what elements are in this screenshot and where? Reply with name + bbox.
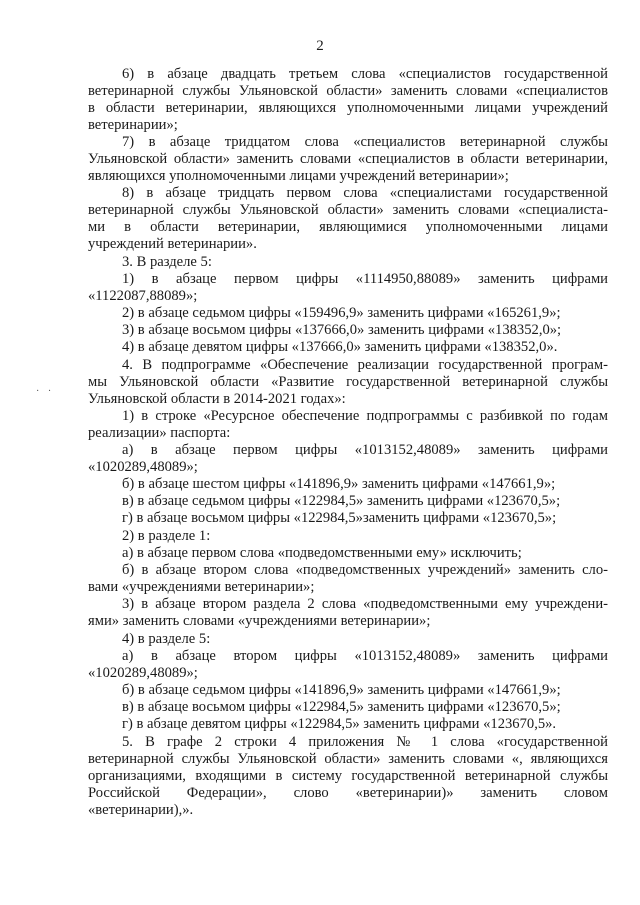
text-line: а) в абзаце втором цифры «1013152,48089» заменить цифрами	[122, 648, 608, 664]
text-line: 2) в абзаце седьмом цифры «159496,9» заменить цифрами «165261,9»;	[122, 305, 561, 321]
text-line: вами «учреждениями ветеринарии»;	[88, 579, 315, 595]
text-line: «1020289,48089»;	[88, 459, 198, 475]
text-line: 8) в абзаце тридцать первом слова «специалистами государственной	[122, 185, 608, 201]
text-line: организациями, входящими в систему государственной ветеринарной службы	[88, 768, 608, 784]
text-line: являющихся уполномоченными лицами учреждений ветеринарии»;	[88, 168, 509, 184]
text-line: а) в абзаце первом слова «подведомственными ему» исключить;	[122, 545, 522, 561]
page-number: 2	[316, 38, 324, 54]
text-line: ветеринарной службы Ульяновской области» заменить словами «специалиста-	[88, 202, 608, 218]
text-line: 3. В разделе 5:	[122, 254, 212, 270]
text-line: 1) в абзаце первом цифры «1114950,88089» заменить цифрами	[122, 271, 608, 287]
text-line: реализации» паспорта:	[88, 425, 231, 441]
text-line: 3) в абзаце втором раздела 2 слова «подведомственными ему учреждени-	[122, 596, 608, 612]
text-line: Ульяновской области в 2014-2021 годах»:	[88, 391, 346, 407]
text-line: «ветеринарии),».	[88, 802, 194, 818]
text-line: г) в абзаце девятом цифры «122984,5» заменить цифрами «123670,5».	[122, 716, 557, 732]
text-line: а) в абзаце первом цифры «1013152,48089» заменить цифрами	[122, 442, 608, 458]
text-line: Ульяновской области» заменить словами «специалистов в области ветеринарии,	[88, 151, 608, 167]
text-line: б) в абзаце шестом цифры «141896,9» заменить цифрами «147661,9»;	[122, 476, 556, 492]
text-line: 4) в абзаце девятом цифры «137666,0» заменить цифрами «138352,0».	[122, 339, 558, 355]
text-line: «1020289,48089»;	[88, 665, 198, 681]
text-line: в) в абзаце седьмом цифры «122984,5» заменить цифрами «123670,5»;	[122, 493, 561, 509]
text-line: г) в абзаце восьмом цифры «122984,5»заменить цифрами «123670,5»;	[122, 510, 557, 526]
text-line: 5. В графе 2 строки 4 приложения № 1 слова «государственной	[122, 734, 608, 750]
text-line: 1) в строке «Ресурсное обеспечение подпрограммы с разбивкой по годам	[122, 408, 608, 424]
text-line: б) в абзаце втором слова «подведомственных учреждений» заменить сло-	[122, 562, 608, 578]
text-line: в) в абзаце восьмом цифры «122984,5» заменить цифрами «123670,5»;	[122, 699, 561, 715]
text-line: ветеринарии»;	[88, 117, 178, 133]
text-line: б) в абзаце седьмом цифры «141896,9» заменить цифрами «147661,9»;	[122, 682, 561, 698]
text-line: ми в области ветеринарии, являющимися уполномоченными лицами	[88, 219, 608, 235]
text-line: учреждений ветеринарии».	[88, 236, 257, 252]
text-line: 3) в абзаце восьмом цифры «137666,0» заменить цифрами «138352,0»;	[122, 322, 562, 338]
text-line: 7) в абзаце тридцатом слова «специалистов ветеринарной службы	[122, 134, 608, 150]
text-line: 6) в абзаце двадцать третьем слова «специалистов государственной	[122, 66, 608, 82]
text-line: 4) в разделе 5:	[122, 631, 211, 647]
margin-mark: · ·	[36, 386, 55, 397]
text-line: Российской Федерации», слово «ветеринарии)» заменить словом	[88, 785, 608, 801]
text-line: в области ветеринарии, являющихся уполномоченными лицами учреждений	[88, 100, 608, 116]
text-line: мы Ульяновской области «Развитие государственной ветеринарной службы	[88, 374, 608, 390]
text-line: «1122087,88089»;	[88, 288, 198, 304]
text-line: 4. В подпрограмме «Обеспечение реализации государственной програм-	[122, 357, 608, 373]
text-line: ями» заменить словами «учреждениями ветеринарии»;	[88, 613, 431, 629]
text-line: ветеринарной службы Ульяновской области» заменить словами «специалистов	[88, 83, 608, 99]
text-line: ветеринарной службы Ульяновской области» заменить словами «, являющихся	[88, 751, 608, 767]
text-line: 2) в разделе 1:	[122, 528, 211, 544]
